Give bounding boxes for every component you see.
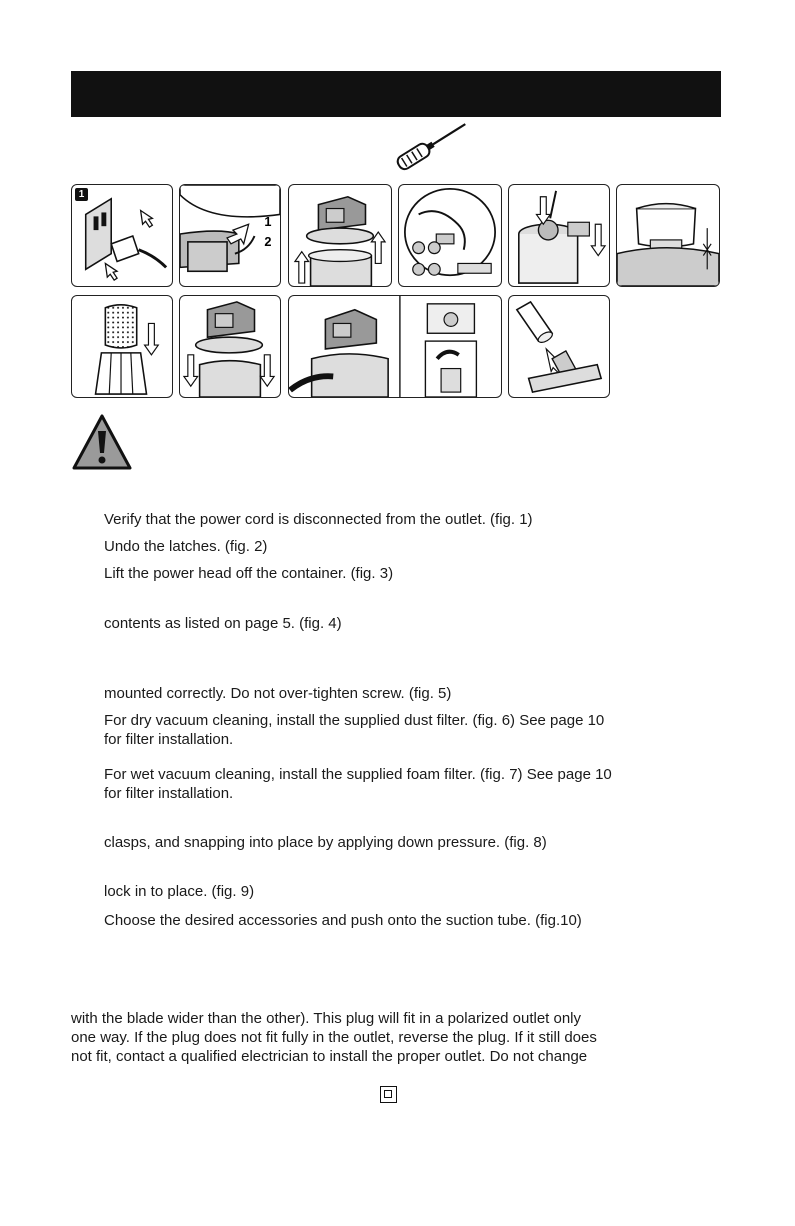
callout-2: 2 (264, 233, 272, 249)
step-text: for filter installation. (104, 731, 234, 748)
figure-8 (179, 295, 281, 398)
reattach-power-head-illustration (180, 296, 280, 397)
container-contents-illustration (399, 185, 501, 286)
figure-3 (288, 184, 392, 287)
step-text: For dry vacuum cleaning, install the supplied dust filter. (fig. 6) See page 10 (104, 712, 605, 729)
figure-2 (179, 184, 281, 287)
hose-connection-illustration (289, 296, 501, 397)
double-insulation-icon (380, 1086, 397, 1103)
step-text: Choose the desired accessories and push onto the suction tube. (fig.10) (104, 912, 582, 929)
step-text: clasps, and snapping into place by applying down pressure. (fig. 8) (104, 834, 547, 851)
plug-paragraph-line: one way. If the plug does not fit fully in the outlet, reverse the plug. If it still does (71, 1029, 597, 1046)
step-text: For wet vacuum cleaning, install the supplied foam filter. (fig. 7) See page 10 (104, 766, 612, 783)
dust-filter-illustration (617, 185, 719, 286)
float-mount-illustration (509, 185, 609, 286)
figure-6 (616, 184, 720, 287)
step-text: Verify that the power cord is disconnected from the outlet. (fig. 1) (104, 511, 533, 528)
callout-1: 1 (264, 214, 272, 230)
figure-10 (508, 295, 610, 398)
step-text: lock in to place. (fig. 9) (104, 883, 255, 900)
figure-5 (508, 184, 610, 287)
step-text: for filter installation. (104, 785, 234, 802)
figure-1 (71, 184, 173, 287)
plug-paragraph-line: not fit, contact a qualified electrician to install the proper outlet. Do not change (71, 1048, 588, 1065)
step-text: Undo the latches. (fig. 2) (104, 538, 268, 555)
plug-paragraph-line: with the blade wider than the other). This plug will fit in a polarized outlet only (71, 1010, 582, 1027)
figure-7 (71, 295, 173, 398)
step-text: mounted correctly. Do not over-tighten screw. (fig. 5) (104, 685, 452, 702)
section-header-bar (71, 71, 721, 117)
step-text: contents as listed on page 5. (fig. 4) (104, 615, 342, 632)
foam-filter-illustration (72, 296, 172, 397)
latch-release-illustration (180, 185, 280, 286)
figure-number-1: 1 (75, 188, 88, 201)
figure-9 (288, 295, 502, 398)
figure-4 (398, 184, 502, 287)
screwdriver-icon (385, 115, 475, 175)
accessory-attach-illustration (509, 296, 609, 397)
step-text: Lift the power head off the container. (fig. 3) (104, 565, 394, 582)
lift-power-head-illustration (289, 185, 391, 286)
warning-icon (71, 413, 133, 471)
